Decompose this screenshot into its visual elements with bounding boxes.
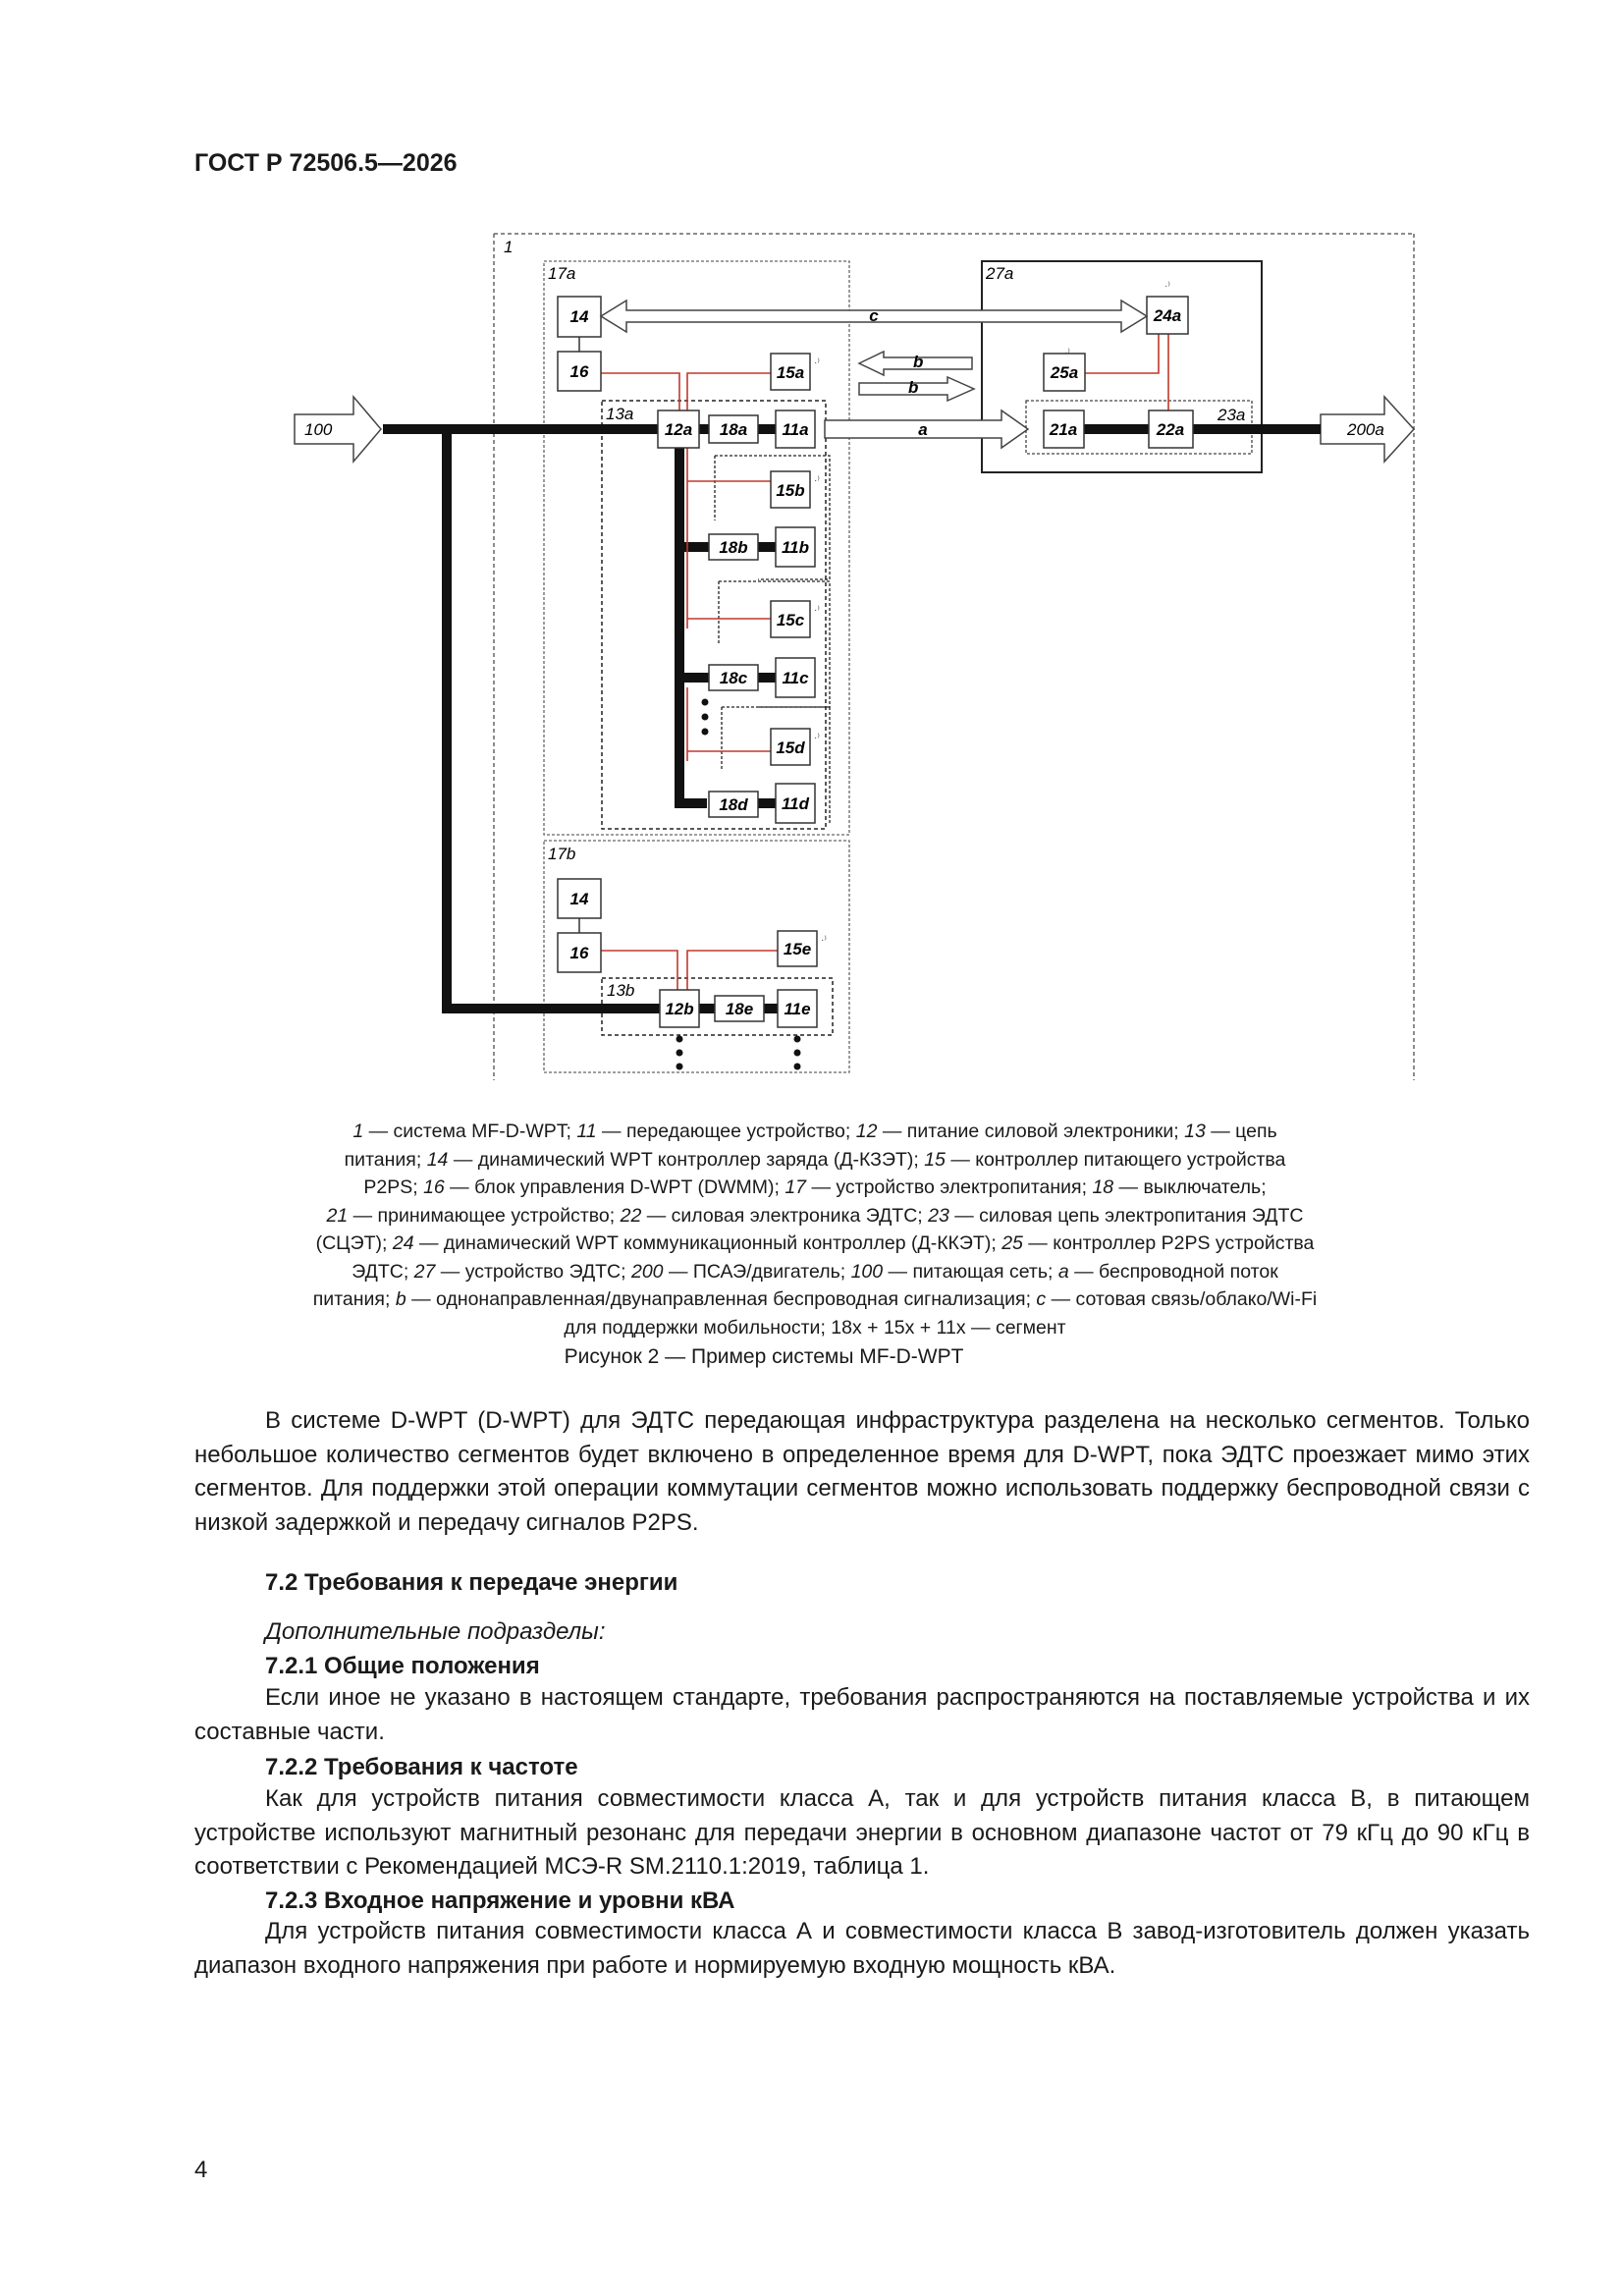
legend-text: для поддержки мобильности; 18x + 15x + 11x — сегмент [564, 1316, 1066, 1339]
page-number: 4 [194, 2157, 208, 2183]
dots-13b-right-2 [794, 1050, 801, 1057]
legend-line [270, 1118, 1360, 1146]
dots-13b-left-1 [676, 1036, 683, 1043]
dots-13b-right-1 [794, 1036, 801, 1043]
segment-bus-a [679, 447, 707, 803]
legend-text: — принимающее устройство; [348, 1204, 621, 1227]
legend-text: — контроллер P2PS устройства [1022, 1232, 1315, 1254]
dots-13a-3 [702, 729, 709, 736]
dots-13b-left-3 [676, 1064, 683, 1070]
signal-24a-25a [1085, 334, 1159, 373]
label-arrow-a: a [918, 420, 928, 439]
legend-line [270, 1174, 1360, 1202]
legend-text: — выключатель; [1113, 1176, 1267, 1198]
label-block-11d: 11d [781, 794, 810, 813]
legend-text: — сотовая связь/облако/Wi-Fi [1046, 1288, 1318, 1310]
label-arrow-b1: b [913, 353, 924, 371]
signal-15e-12b [687, 951, 778, 990]
dots-13b-left-2 [676, 1050, 683, 1057]
legend-text: — силовая цепь электропитания ЭДТС [948, 1204, 1304, 1227]
label-block-14b: 14 [569, 890, 589, 908]
figure-caption: Рисунок 2 — Пример системы MF-D-WPT [564, 1345, 964, 1368]
label-block-16a: 16 [569, 362, 589, 381]
legend-line [270, 1230, 1360, 1258]
dots-13a-2 [702, 714, 709, 721]
legend-designator: 14 [426, 1148, 449, 1171]
legend-designator: a [1057, 1260, 1069, 1283]
antenna-15a: ·⁾ [814, 357, 820, 368]
legend-designator: 15 [924, 1148, 946, 1171]
legend-text: — система MF-D-WPT; [363, 1121, 577, 1142]
signal-15a-12a [687, 373, 771, 410]
dots-13a-1 [702, 699, 709, 706]
label-23a: 23a [1217, 406, 1246, 424]
legend-designator: 17 [784, 1176, 807, 1198]
label-block-21a: 21a [1049, 420, 1078, 439]
label-block-11e: 11e [784, 1000, 811, 1018]
section-heading-7-2-3: 7.2.3 Входное напряжение и уровни кВА [265, 1887, 735, 1914]
label-block-25a: 25a [1050, 363, 1079, 382]
paragraph-7-2-2: Как для устройств питания совместимости класса А, так и для устройств питания класса В, в питающем устройстве используют магнитный резонанс для передачи энергии в основном диапазоне частот от 79 кГц до 90 кГц в соответствии с Рекомендацией МСЭ-R SM.2110.1:2019, таблица 1. [194, 1785, 1530, 1880]
legend-designator: 12 [855, 1121, 878, 1142]
legend-text: — контроллер питающего устройства [945, 1148, 1286, 1171]
label-100: 100 [304, 420, 333, 439]
legend-text: — ПСАЭ/двигатель; [663, 1260, 851, 1283]
legend-text: — устройство электропитания; [806, 1176, 1093, 1198]
legend-text: P2PS; [363, 1176, 424, 1198]
label-block-11c: 11c [782, 669, 809, 687]
label-block-14a: 14 [569, 307, 589, 326]
legend-text: питания; [312, 1288, 396, 1310]
label-block-15d: 15d [776, 738, 805, 757]
label-block-18a: 18a [719, 420, 748, 439]
label-17b: 17b [548, 845, 576, 863]
label-block-18d: 18d [719, 795, 748, 814]
legend-line [270, 1285, 1360, 1314]
label-arrow-b2: b [908, 378, 919, 397]
legend-designator: 200 [630, 1260, 664, 1283]
label-13a: 13a [606, 405, 634, 423]
legend-line [270, 1202, 1360, 1230]
legend-designator: 25 [1001, 1232, 1023, 1254]
subsections-intro: Дополнительные подразделы: [265, 1618, 606, 1645]
legend-text: — силовая электроника ЭДТС; [641, 1204, 929, 1227]
label-block-12b: 12b [665, 1000, 694, 1018]
label-arrow-c: c [869, 306, 879, 325]
frame-27a [982, 261, 1262, 472]
label-block-11a: 11a [782, 420, 809, 439]
legend-text: — питание силовой электроники; [877, 1121, 1185, 1142]
label-block-16b: 16 [569, 944, 589, 962]
legend-designator: 13 [1184, 1121, 1206, 1142]
legend-designator: 21 [326, 1204, 349, 1227]
label-block-15b: 15b [776, 481, 805, 500]
antenna-25a: ·⁾ [1064, 348, 1070, 358]
legend-text: (СЦЭТ); [315, 1232, 393, 1254]
legend-designator: c [1036, 1288, 1047, 1310]
legend-text: — динамический WPT коммуникационный контроллер (Д-ККЭТ); [413, 1232, 1002, 1254]
system-label: 1 [504, 238, 514, 256]
label-block-12a: 12a [664, 420, 693, 439]
legend-text: ЭДТС; [352, 1260, 414, 1283]
antenna-15e: ·⁾ [821, 935, 827, 946]
label-block-15a: 15a [776, 363, 805, 382]
section-heading-7-2-2: 7.2.2 Требования к частоте [265, 1754, 578, 1780]
legend-text: питания; [344, 1148, 427, 1171]
power-lines [383, 429, 1321, 1009]
document-header: ГОСТ Р 72506.5—2026 [194, 149, 458, 177]
label-17a: 17a [548, 264, 576, 283]
label-block-18c: 18c [719, 669, 748, 687]
label-block-18b: 18b [719, 538, 748, 557]
legend-text: — устройство ЭДТС; [435, 1260, 631, 1283]
antenna-15d: ·⁾ [814, 733, 820, 743]
label-block-24a: 24a [1153, 306, 1182, 325]
legend-text: — беспроводной поток [1068, 1260, 1278, 1283]
legend-designator: 11 [576, 1121, 597, 1142]
system-diagram [0, 0, 1623, 1090]
legend-text: — передающее устройство; [596, 1121, 856, 1142]
legend-designator: 24 [392, 1232, 414, 1254]
label-13b: 13b [607, 981, 635, 1000]
paragraph-intro: В системе D-WPT (D-WPT) для ЭДТС передающая инфраструктура разделена на несколько сегментов. Только небольшое количество сегментов будет включено в определенное время для D-WPT, пока ЭДТС проезжает мимо этих сегментов. Для поддержки этой операции коммутации сегментов можно использовать поддержку беспроводной связи с низкой задержкой и передачу сигналов P2PS. [194, 1407, 1530, 1536]
legend-designator: 23 [928, 1204, 949, 1227]
legend-designator: 18 [1092, 1176, 1114, 1198]
legend-designator: 22 [620, 1204, 642, 1227]
legend-text: — питающая сеть; [883, 1260, 1058, 1283]
label-block-22a: 22a [1156, 420, 1185, 439]
dots-13b-right-3 [794, 1064, 801, 1070]
section-heading-7-2-1: 7.2.1 Общие положения [265, 1653, 540, 1679]
legend-text: — динамический WPT контроллер заряда (Д-КЗЭТ); [448, 1148, 925, 1171]
antenna-24a: ·⁾ [1164, 281, 1170, 292]
label-block-15c: 15c [776, 611, 805, 629]
legend-text: — однонаправленная/двунаправленная беспроводная сигнализация; [406, 1288, 1037, 1310]
label-27a: 27a [986, 264, 1014, 283]
antenna-15b: ·⁾ [814, 475, 820, 486]
paragraph-7-2-3: Для устройств питания совместимости класса А и совместимости класса В завод-изготовитель должен указать диапазон входного напряжения при работе и нормируемую входную мощность кВА. [194, 1918, 1530, 1979]
antenna-15c: ·⁾ [814, 605, 820, 616]
label-block-18e: 18e [725, 1000, 754, 1018]
section-heading-7-2: 7.2 Требования к передаче энергии [265, 1569, 678, 1596]
figure-legend [270, 1118, 1360, 1341]
legend-line [270, 1146, 1360, 1175]
legend-text: — цепь [1205, 1121, 1277, 1142]
label-block-11b: 11b [781, 538, 810, 557]
mains-branch [447, 429, 660, 1009]
legend-designator: 1 [352, 1121, 364, 1142]
legend-designator: 27 [413, 1260, 436, 1283]
label-block-15e: 15e [783, 940, 812, 958]
legend-line [270, 1314, 1360, 1342]
legend-designator: 100 [850, 1260, 884, 1283]
legend-line [270, 1258, 1360, 1286]
legend-designator: 16 [423, 1176, 445, 1198]
label-200a: 200a [1347, 420, 1384, 439]
paragraph-7-2-1: Если иное не указано в настоящем стандарте, требования распространяются на поставляемые устройства и их составные части. [194, 1684, 1530, 1745]
legend-text: — блок управления D-WPT (DWMM); [444, 1176, 785, 1198]
legend-designator: b [395, 1288, 406, 1310]
